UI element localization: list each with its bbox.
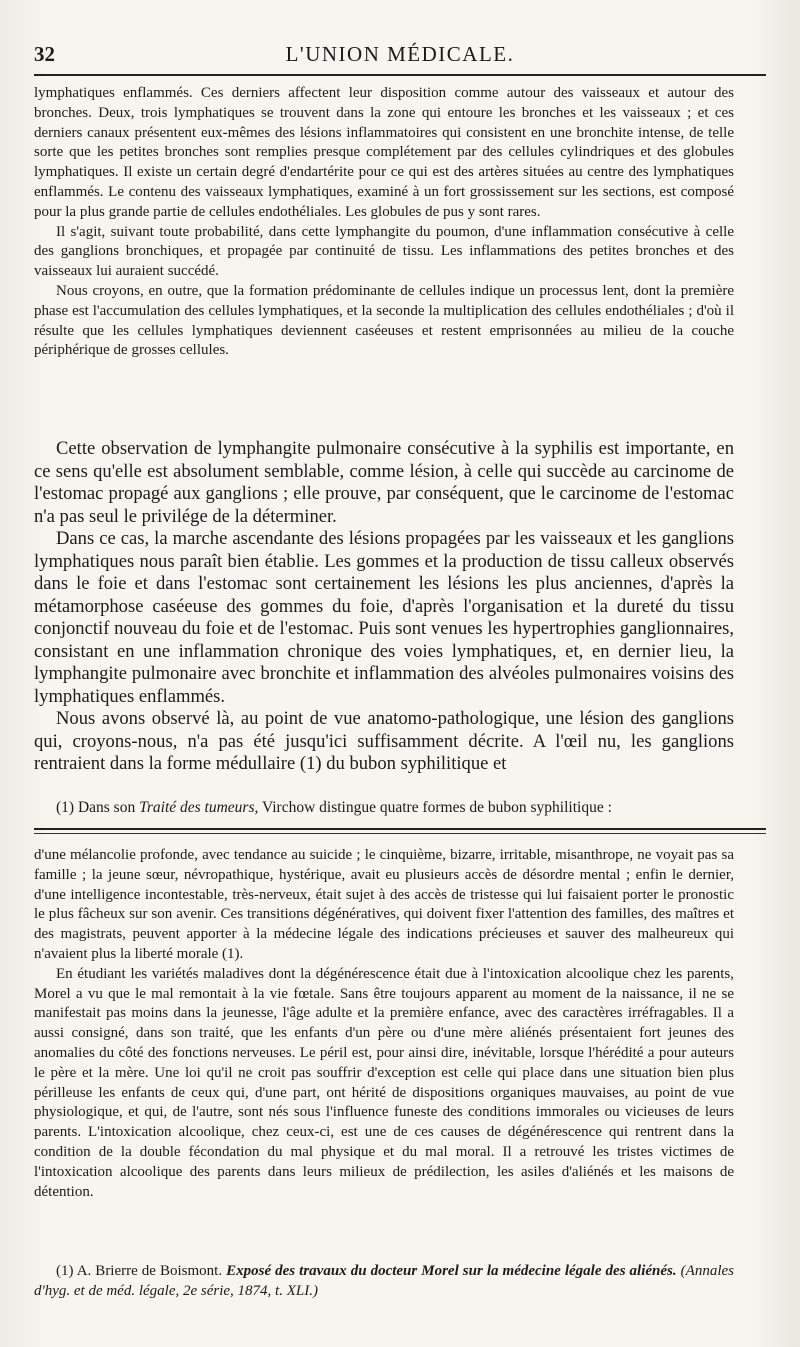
paragraph: lymphatiques enflammés. Ces derniers affectent leur disposition comme autour des vaisseaux et autour des bronches. Deux, trois lymphatiques se trouvent dans la zone qui entoure les bronches et les vaisseaux ; et ces derniers canaux présentent eux-mêmes des lésions inflammatoires qui consistent en une bronchite intense, de telle sorte que les petites bronches sont remplies presque complétement par des cellules cylindriques et des globules lymphatiques. Il existe un certain degré d'endartérite pour ce qui est des artères situées au centre des lymphatiques enflammés. Le contenu des vaisseaux lymphatiques, examiné à un fort grossissement sur les sections, est composé pour la plus grande partie de cellules endothéliales. Les globules de pus y sont rares. xyxy=(34,85,734,220)
upper-footnote xyxy=(34,798,734,818)
upper-article-small xyxy=(34,84,734,361)
paragraph: En étudiant les variétés maladives dont la dégénérescence était due à l'intoxication alcoolique chez les parents, Morel a vu que le mal remontait à la vie fœtale. Sans être toujours apparent au moment de la naissance, il ne se manifestait pas moins dans la jeunesse, l'âge adulte et la première enfance, avec des caractères irréfragables. Il a aussi consigné, dans son traité, que les enfants d'un père ou d'une mère aliénés présentaient fort jeunes des anomalies du côté des fonctions nerveuses. Le péril est, pour ainsi dire, inévitable, lorsque l'hérédité a pour auteurs le père et la mère. Une loi qu'il ne croit pas souffrir d'exception est celle qui place dans une situation bien plus périlleuse les enfants de ceux qui, d'une part, ont hérité de dispositions organiques mauvaises, au point de vue physiologique, et qui, de l'autre, sont nés sous l'influence funeste des conditions immorales ou vicieuses de leurs parents. L'intoxication alcoolique, chez ceux-ci, est une de ces causes de dégénérescence qui rentrent dans la condition de la double fécondation du mal physique et du mal moral. Il a retrouvé les tristes victimes de l'intoxication alcoolique des parents dans leurs milieux de prédilection, les asiles d'aliénés et les maisons de détention. xyxy=(34,965,734,1200)
footnote-text: A. Brierre de Boismont. xyxy=(76,1263,223,1279)
upper-article-large xyxy=(34,438,734,776)
paragraph: Nous croyons, en outre, que la formation prédominante de cellules indique un processus lent, dont la première phase est l'accumulation des cellules lymphatiques, et la seconde la multiplication des cellules endothéliales ; d'où il résulte que les cellules lymphatiques deviennent caséeuses et restent emprisonnées au milieu de la couche périphérique de grosses cellules. xyxy=(34,282,734,359)
paragraph: Nous avons observé là, au point de vue anatomo-pathologique, une lésion des ganglions qui, croyons-nous, n'a pas été jusqu'ici suffisamment décrite. A l'œil nu, les ganglions rentraient dans la forme médullaire (1) du bubon syphilitique et xyxy=(34,708,734,774)
footnote-text: (Annales d'hyg. et de méd. légale, 2e série, 1874, t. XLI.) xyxy=(34,1263,734,1299)
running-title: L'UNION MÉDICALE. xyxy=(285,42,515,66)
page-header xyxy=(34,40,766,70)
page-number: 32 xyxy=(34,42,55,66)
lower-footnote xyxy=(34,1262,734,1302)
section-rule-thin xyxy=(34,833,766,834)
paragraph: Dans ce cas, la marche ascendante des lésions propagées par les vaisseaux et les ganglions lymphatiques nous paraît bien établie. Les gommes et la production de tissu calleux observés dans le foie et dans l'estomac sont certainement les lésions les plus anciennes, d'après la métamorphose caséeuse des gommes du foie, d'après l'organisation et la dureté du tissu conjonctif nouveau du foie et de l'estomac. Puis sont venues les hypertrophies ganglionnaires, consistant en une inflammation chronique des voies lymphatiques, et, en dernier lieu, la lymphangite pulmonaire avec bronchite et inflammation des alvéoles pulmonaires voisins des lymphatiques enflammés. xyxy=(34,528,734,707)
footnote-title: Traité des tumeurs, xyxy=(139,799,259,816)
footnote-title: Exposé des travaux du docteur Morel sur la médecine légale des aliénés. xyxy=(226,1263,677,1279)
paragraph: d'une mélancolie profonde, avec tendance au suicide ; le cinquième, bizarre, irritable, misanthrope, ne voyait pas sa famille ; la jeune sœur, névropathique, hystérique, avait eu plusieurs accès de désordre mental ; enfin le dernier, d'une intelligence incontestable, très-nerveux, était sujet à des accès de tristesse qui lui faisaient porter le pronostic le plus fâcheux sur son avenir. Ces transitions dégénératives, qui doivent fixer l'attention des familles, des maîtres et des magistrats, peuvent apporter à la médecine légale des indications précieuses et sauver des malheureux qui n'avaient plus la liberté morale (1). xyxy=(34,847,734,962)
footnote-mark: (1) xyxy=(56,799,75,816)
footnote-text: Virchow distingue quatre formes de bubon syphilitique : xyxy=(261,799,612,816)
paragraph: Il s'agit, suivant toute probabilité, dans cette lymphangite du poumon, d'une inflammation consécutive à celle des ganglions bronchiques, et propagée par continuité de tissu. Les inflammations des petites bronches et des vaisseaux lui auraient succédé. xyxy=(34,223,734,280)
footnote-mark: (1) xyxy=(56,1263,74,1279)
lower-article xyxy=(34,846,734,1202)
header-rule xyxy=(34,74,766,76)
section-rule xyxy=(34,828,766,830)
footnote-text: Dans son xyxy=(77,799,136,816)
paragraph: Cette observation de lymphangite pulmonaire consécutive à la syphilis est importante, en ce sens qu'elle est absolument semblable, comme lésion, à celle qui succède au carcinome de l'estomac propagé aux ganglions ; elle prouve, par conséquent, que le carcinome de l'estomac n'a pas seul le privilége de la déterminer. xyxy=(34,438,734,527)
